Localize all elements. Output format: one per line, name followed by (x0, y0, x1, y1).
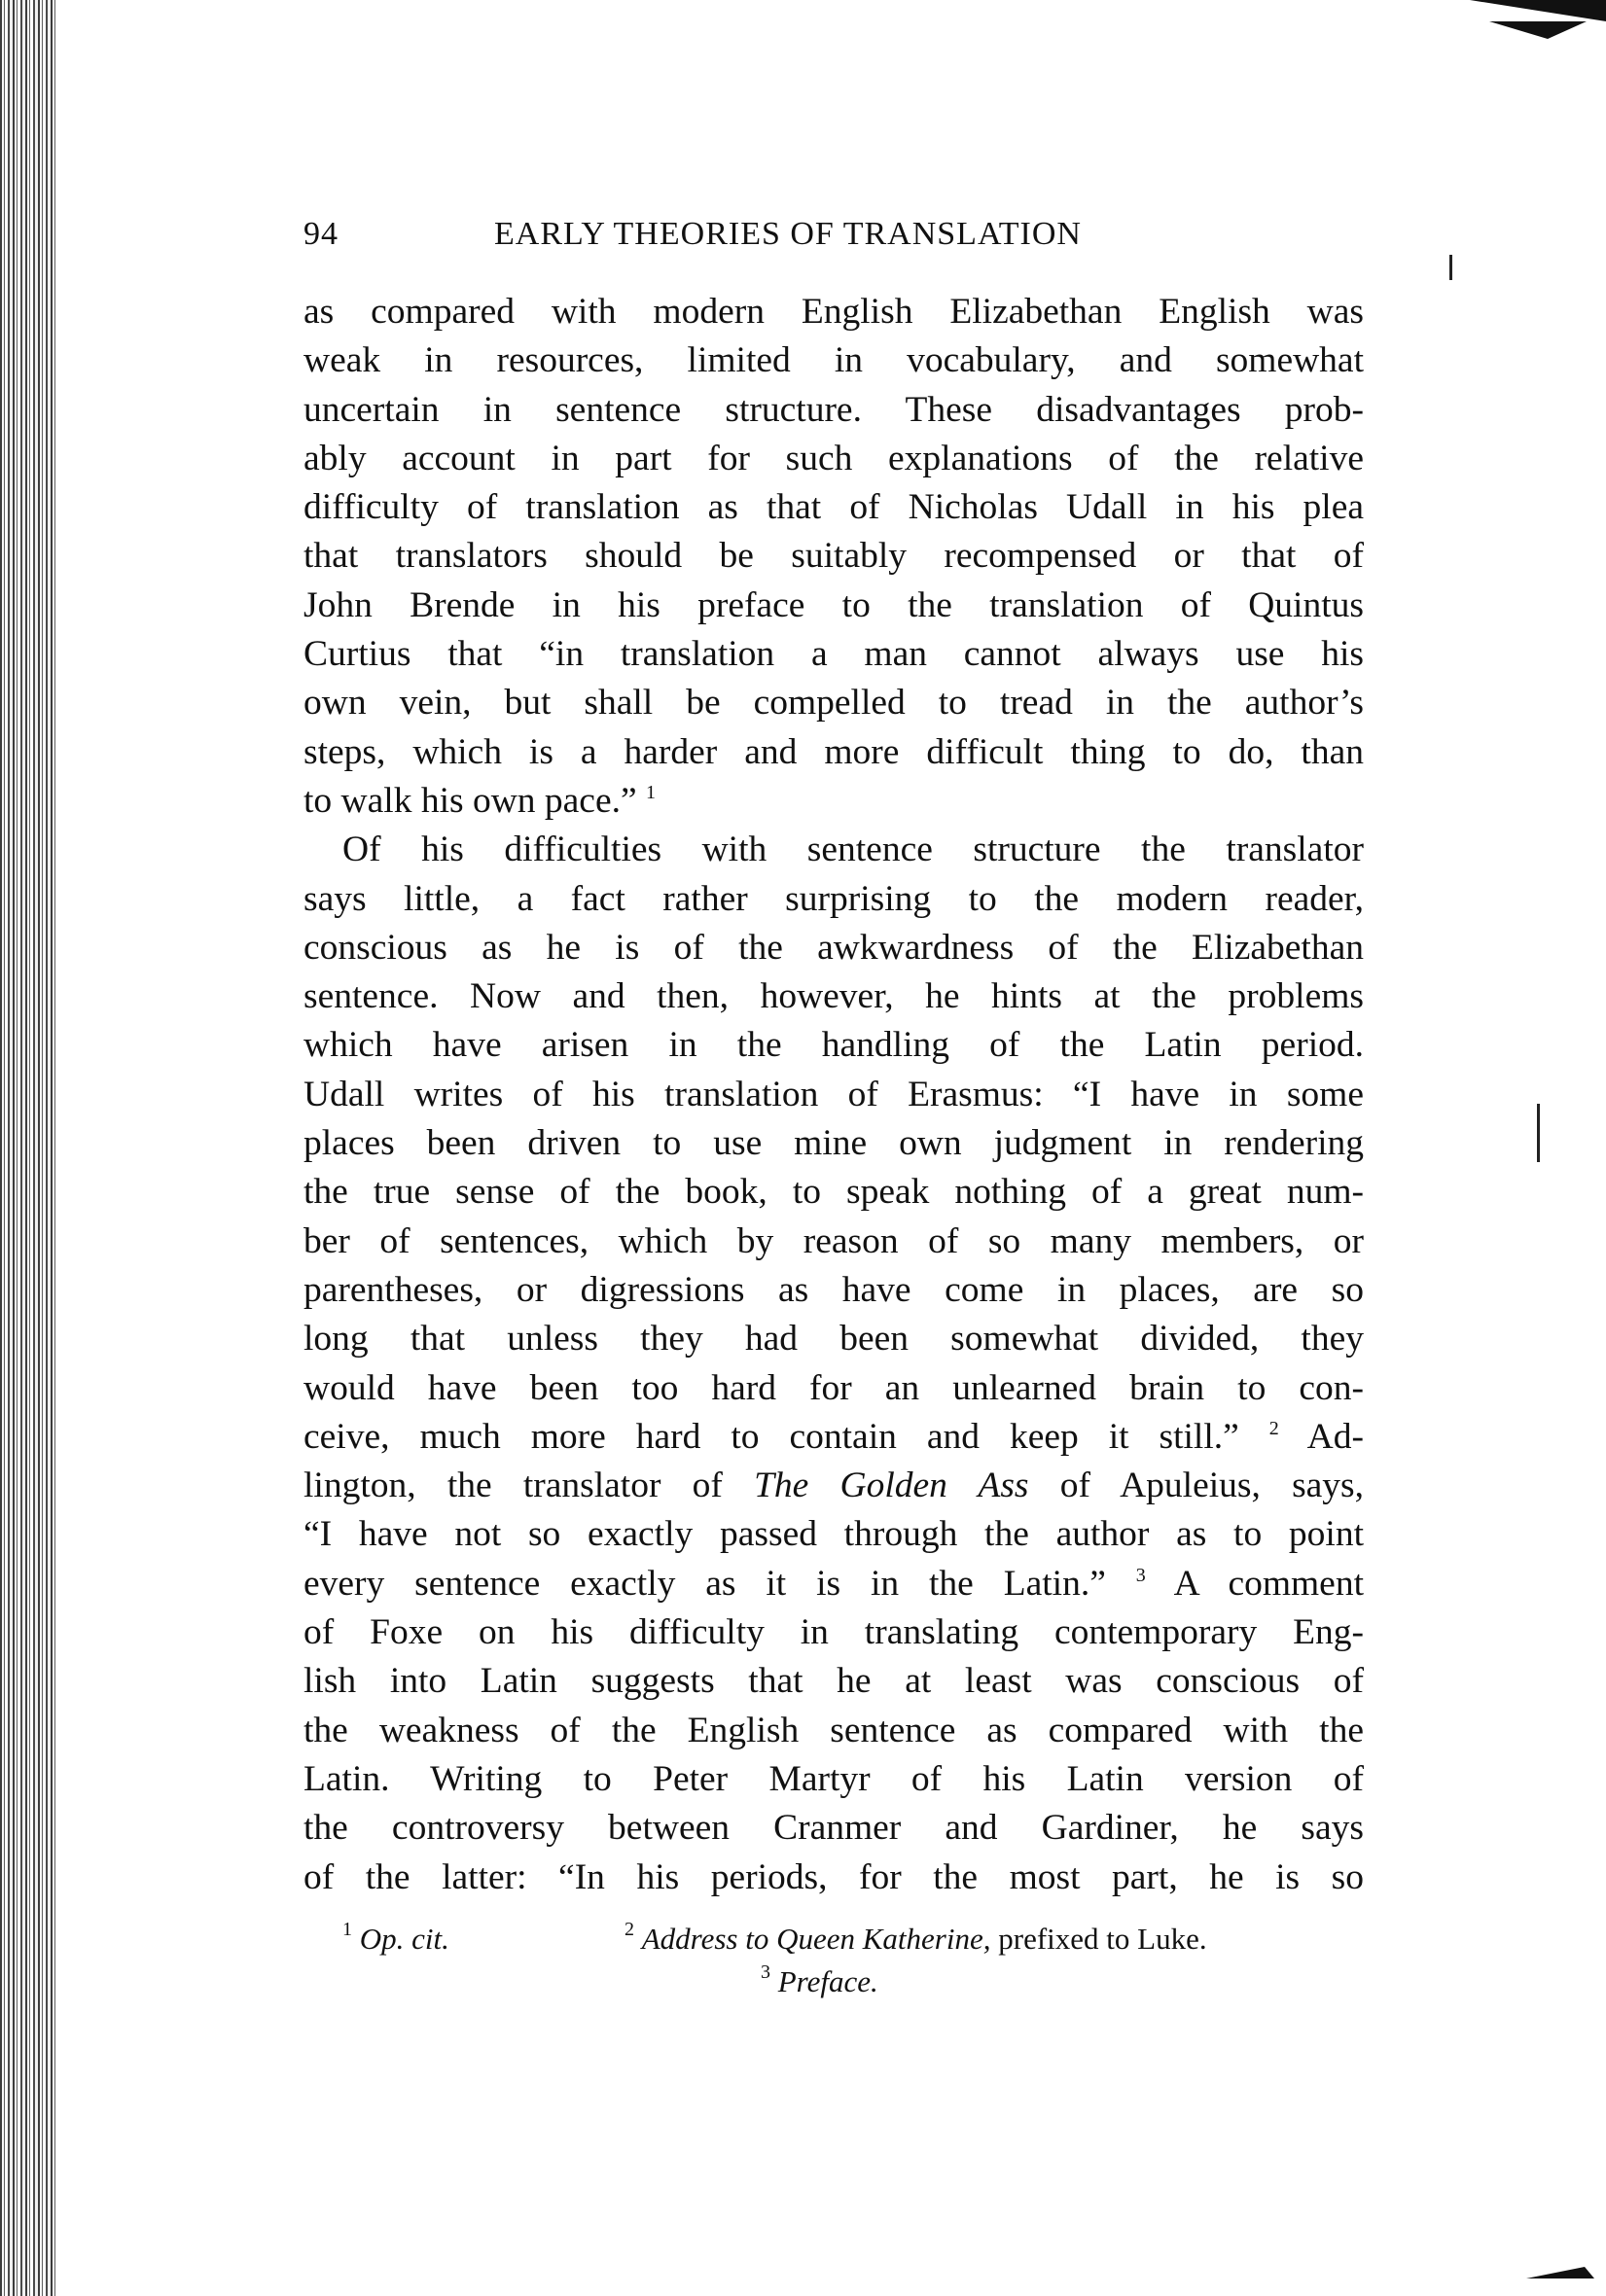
text-line (303, 1413, 1364, 1462)
footnote-3-text: Preface. (777, 1964, 878, 1998)
text-line: would have been too hard for an unlearned brain to con- (303, 1367, 1364, 1408)
footnote-1-text: Op. cit. (359, 1922, 449, 1956)
text-line (303, 1462, 1364, 1510)
footnote-2-text: prefixed to Luke. (998, 1922, 1207, 1956)
running-head (303, 216, 1364, 265)
margin-tick-upper (1449, 255, 1452, 280)
footnote-1-mark: 1 (342, 1919, 352, 1940)
text-line: long that unless they had been somewhat divided, they (303, 1319, 1364, 1360)
text-line: ber of sentences, which by reason of so many members, or (303, 1220, 1364, 1261)
page-number: 94 (303, 216, 339, 252)
text-line: parentheses, or digressions as have come in places, are so (303, 1269, 1364, 1310)
text-line: own vein, but shall be compelled to tread in the author’s (303, 683, 1364, 724)
text-line: which have arisen in the handling of the Latin period. (303, 1025, 1364, 1066)
text-fragment: of Apuleius, says, (1059, 1466, 1365, 1506)
footnote-3 (761, 1960, 878, 2003)
text-line: conscious as he is of the awkwardness of the Elizabethan (303, 927, 1364, 968)
text-line: the weakness of the English sentence as compared with the (303, 1710, 1364, 1750)
text-line: of Foxe on his difficulty in translating contemporary Eng- (303, 1612, 1364, 1653)
scan-corner-mark (1470, 0, 1606, 21)
text-fragment: lington, the translator of (303, 1466, 723, 1506)
footnote-2-mark: 2 (625, 1919, 634, 1940)
text-line: weak in resources, limited in vocabulary, and somewhat (303, 340, 1364, 381)
text-line (303, 1560, 1364, 1608)
book-binding-edge (0, 0, 56, 2296)
footnote-2 (625, 1918, 1207, 1960)
text-fragment: every sentence exactly as it is in the Latin.” (303, 1563, 1106, 1604)
text-fragment: ceive, much more hard to contain and keep it still.” (303, 1416, 1239, 1457)
text-line: sentence. Now and then, however, he hints at the problems (303, 976, 1364, 1017)
text-line: Latin. Writing to Peter Martyr of his Latin version of (303, 1758, 1364, 1799)
text-line: “I have not so exactly passed through the author as to point (303, 1514, 1364, 1555)
text-line: places been driven to use mine own judgment in rendering (303, 1123, 1364, 1164)
scan-corner-mark-lower (1489, 21, 1587, 39)
text-fragment: to walk his own pace.” (303, 780, 637, 821)
text-line: of the latter: “In his periods, for the most part, he is so (303, 1856, 1364, 1897)
footnote-ref-2: 2 (1268, 1417, 1279, 1439)
text-fragment: Ad- (1306, 1416, 1364, 1457)
text-line: the controversy between Cranmer and Gardiner, he says (303, 1808, 1364, 1849)
text-line: difficulty of translation as that of Nicholas Udall in his plea (303, 487, 1364, 528)
body-text (303, 288, 1364, 1902)
running-head-title: EARLY THEORIES OF TRANSLATION (494, 216, 1082, 252)
text-line: John Brende in his preface to the translation of Quintus (303, 584, 1364, 625)
text-line (303, 777, 1364, 826)
text-line: the true sense of the book, to speak nothing of a great num- (303, 1172, 1364, 1213)
text-line: Of his difficulties with sentence structure the translator (342, 830, 1364, 870)
text-line: ably account in part for such explanations of the relative (303, 438, 1364, 478)
footnote-2-title: Address to Queen Katherine, (641, 1922, 991, 1956)
text-line: says little, a fact rather surprising to the modern reader, (303, 878, 1364, 919)
text-line: as compared with modern English Elizabethan English was (303, 292, 1364, 332)
text-fragment: A comment (1173, 1563, 1364, 1604)
scan-bottom-mark (1526, 2267, 1594, 2278)
book-title-golden-ass: The Golden Ass (754, 1466, 1029, 1506)
margin-tick-middle (1537, 1104, 1540, 1162)
text-line: Udall writes of his translation of Erasmus: “I have in some (303, 1074, 1364, 1114)
footnote-ref-3: 3 (1135, 1564, 1146, 1586)
footnote-3-mark: 3 (761, 1961, 770, 1983)
footnote-1 (342, 1918, 449, 1960)
text-line: that translators should be suitably recompensed or that of (303, 536, 1364, 577)
text-line: steps, which is a harder and more difficult thing to do, than (303, 731, 1364, 772)
text-line: uncertain in sentence structure. These disadvantages prob- (303, 389, 1364, 430)
text-line: Curtius that “in translation a man cannot always use his (303, 634, 1364, 675)
footnote-ref-1: 1 (645, 781, 656, 803)
text-line: lish into Latin suggests that he at least was conscious of (303, 1661, 1364, 1702)
